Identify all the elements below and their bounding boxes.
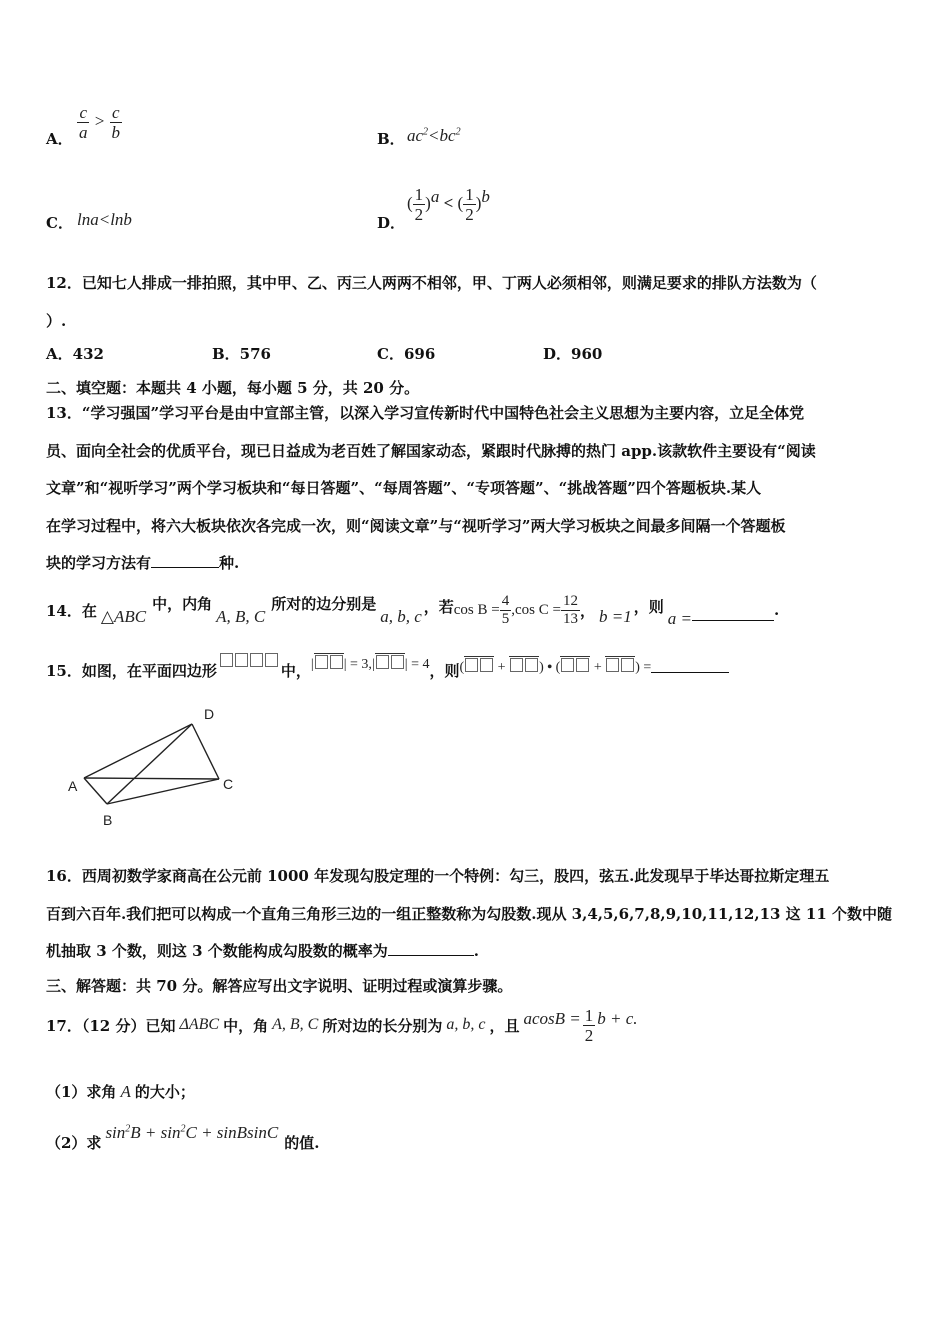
quadrilateral-figure <box>60 700 250 835</box>
q17-part-2: （2）求 $\sin^2B + \sin^2C$ + sinBsinC 的值. <box>46 1122 320 1152</box>
edge-ab <box>84 778 107 804</box>
q11-option-c-label: C． <box>46 214 73 232</box>
q11-option-b-label: B． <box>377 130 405 148</box>
q12-option-b: B．576 <box>212 345 271 363</box>
q16-line-2: 百到六百年.我们把可以构成一个直角三角形三边的一组正整数称为勾股数.现从 3,4,5,6,7,8,9,10,11,12,13 这 11 个数中随 <box>46 905 892 923</box>
q17-stem: 17．（12 分）已知 ΔABC 中，角 A, B, C 所对边的长分别为 a, b, c ，且 acosB = $\frac{1}{2}$ b + c. <box>46 1005 638 1045</box>
q11-option-b-math: $ac^2<bc^2$ <box>407 126 461 145</box>
edge-ad <box>84 724 192 778</box>
section-3-heading: 三、解答题：共 70 分。解答应写出文字说明、证明过程或演算步骤。 <box>46 977 513 995</box>
q15-quad-placeholder <box>219 651 279 670</box>
q13-line-4: 在学习过程中，将六大板块依次各完成一次，则“阅读文章”与“视听学习”两大学习板块之间最多间隔一个答题板 <box>46 517 786 535</box>
vertex-label-d: D <box>204 706 215 722</box>
edge-dc <box>192 724 219 779</box>
q11-option-a-label: A． <box>46 130 73 148</box>
section-2-heading: 二、填空题：本题共 4 小题，每小题 5 分，共 20 分。 <box>46 379 420 397</box>
q13-line-3: 文章”和“视听学习”两个学习板块和“每日答题”、“每周答题”、“专项答题”、“挑战答题”四个答题板块.某人 <box>46 479 762 497</box>
q17-part-1: （1）求角 A 的大小； <box>46 1082 195 1101</box>
vertex-label-c: C <box>223 776 234 792</box>
q12-option-d: D．960 <box>543 345 603 363</box>
edge-bc <box>107 779 219 804</box>
q11-option-a-math: $\frac{c}{a}$ > $\frac{c}{b}$ <box>79 103 120 142</box>
q11-option-d-label: D． <box>377 214 406 232</box>
q15-stem: 15．如图，在平面四边形 中， | | = 3,| | = 4 ，则 ( + ) • ( + ) = <box>46 648 729 681</box>
q11-option-d-math: ( $\frac{1}{2}$ )$^a$ < ( $\frac{1}{2}$ )$^b$ <box>407 185 490 224</box>
q13-line-5: 块的学习方法有 种. <box>46 554 240 572</box>
q13-answer-blank[interactable] <box>151 566 219 568</box>
q12-stem: 12．已知七人排成一排拍照，其中甲、乙、丙三人两两不相邻，甲、丁两人必须相邻，则满足要求的排队方法数为（ <box>46 274 817 292</box>
q15-answer-blank[interactable] <box>651 671 729 673</box>
q16-answer-blank[interactable] <box>388 954 474 956</box>
edge-ac <box>84 778 219 779</box>
q13-line-1: 13．“学习强国”学习平台是由中宣部主管，以深入学习宣传新时代中国特色社会主义思想为主要内容，立足全体党 <box>46 404 805 422</box>
q12-option-a: A．432 <box>46 345 104 363</box>
q12-stem-end: ）. <box>46 312 67 330</box>
q14-stem: 14．在 △ABC 中，内角 A, B, C 所对的边分别是 a, b, c ，若 cos B = $\frac{4}{5}$ ,cos C = $\frac{12}{13}$ ， b =1 ，则 a = . <box>46 592 780 628</box>
q16-line-3: 机抽取 3 个数，则这 3 个数能构成勾股数的概率为 . <box>46 942 479 960</box>
q11-option-c-math: lna<lnb <box>77 210 132 229</box>
q13-line-2: 员、面向全社会的优质平台，现已日益成为老百姓了解国家动态，紧跟时代脉搏的热门 app.该款软件主要设有“阅读 <box>46 442 816 460</box>
edge-bd <box>107 724 192 804</box>
q12-option-c: C．696 <box>377 345 436 363</box>
q16-line-1: 16．西周初数学家商高在公元前 1000 年发现勾股定理的一个特例：勾三，股四，弦五.此发现早于毕达哥拉斯定理五 <box>46 867 830 885</box>
q14-answer-blank[interactable] <box>692 619 774 621</box>
vertex-label-b: B <box>103 812 113 828</box>
vertex-label-a: A <box>68 778 78 794</box>
